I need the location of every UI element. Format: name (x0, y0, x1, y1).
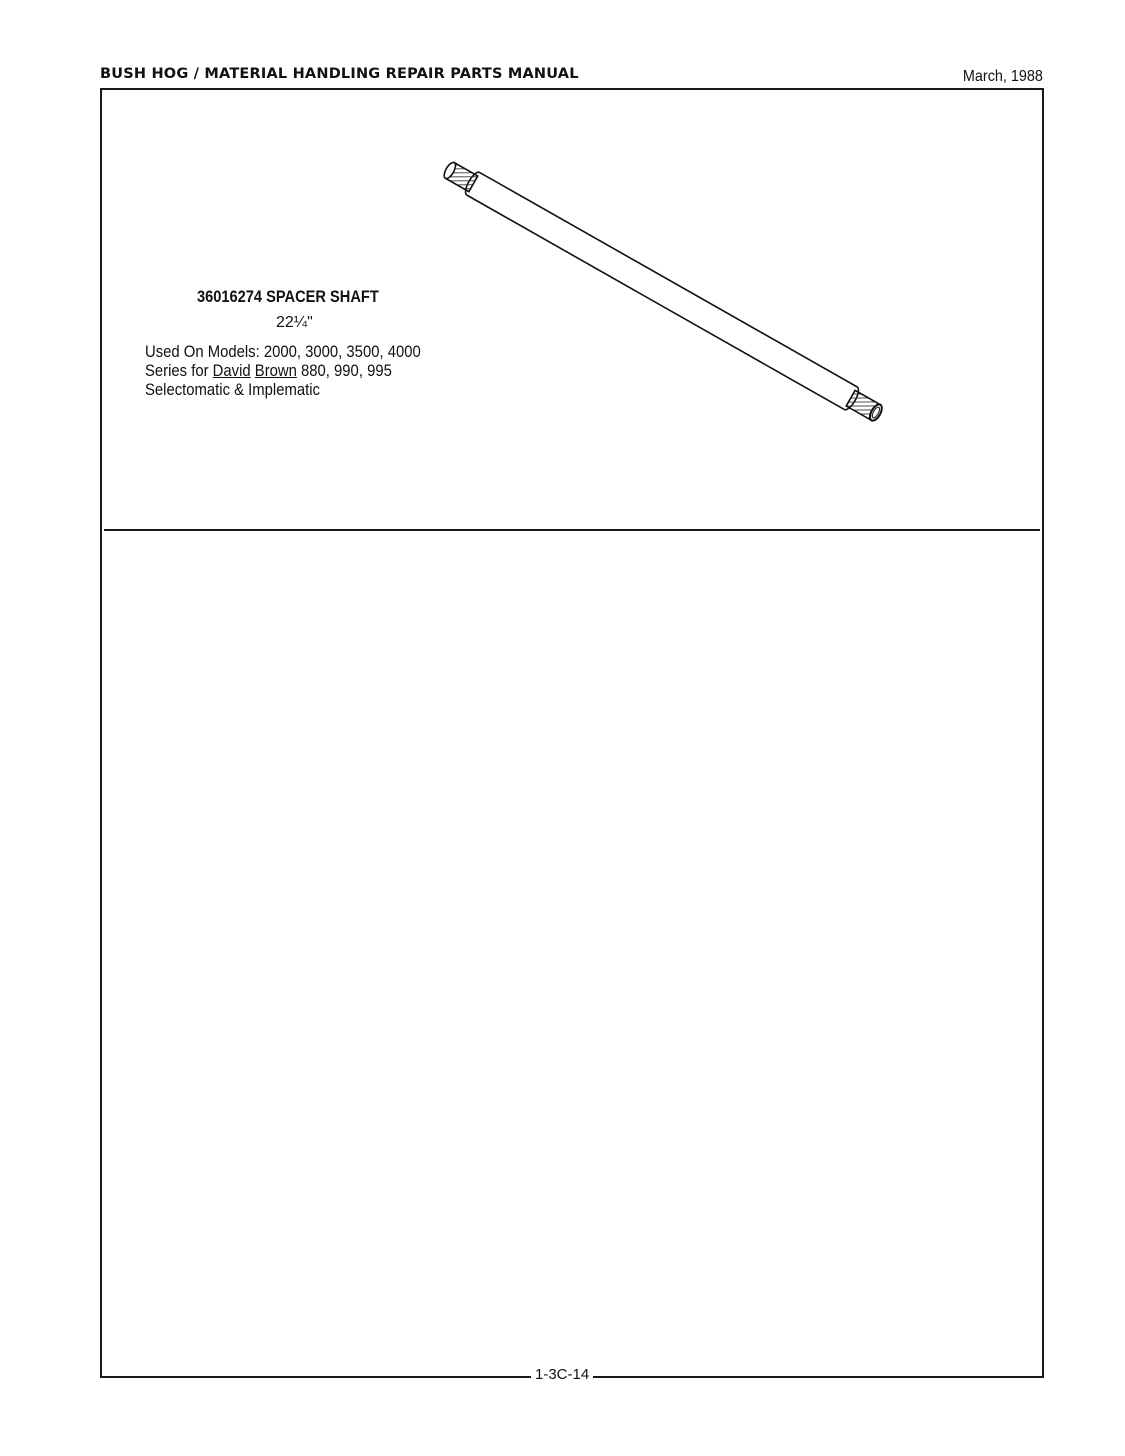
manual-title: BUSH HOG / MATERIAL HANDLING REPAIR PARTS MANUAL (100, 66, 579, 82)
models-line: Used On Models: 2000, 3000, 3500, 4000 (145, 343, 421, 361)
spacer-shaft-drawing-icon (400, 130, 940, 470)
series-line (145, 362, 421, 381)
part-description (145, 343, 421, 400)
variants-line: Selectomatic & Implematic (145, 381, 320, 399)
series-model: Brown (254, 362, 297, 380)
section-divider (104, 529, 1040, 531)
part-title: 36016274 SPACER SHAFT (197, 287, 379, 306)
series-prefix: Series for (145, 362, 213, 380)
series-make: David (212, 362, 251, 380)
series-numbers: 880, 990, 995 (296, 362, 392, 380)
manual-date: March, 1988 (962, 68, 1043, 85)
page-number: 1-3C-14 (531, 1366, 593, 1383)
part-length: 22¼" (276, 314, 313, 331)
